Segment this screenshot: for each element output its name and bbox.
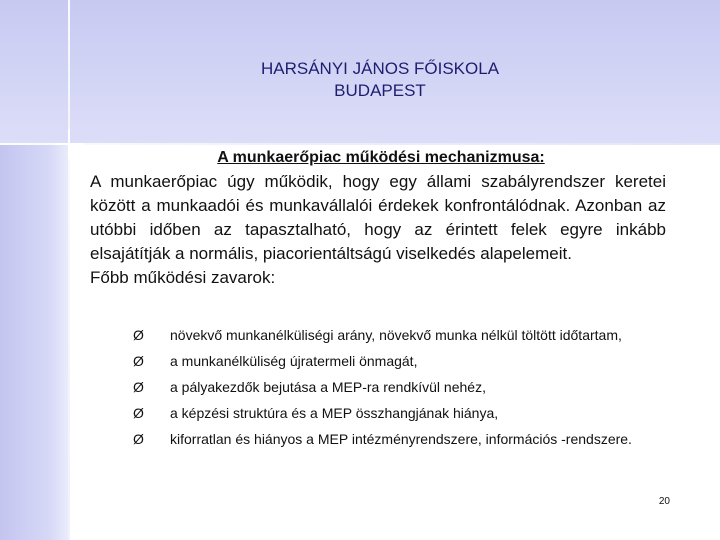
arrow-bullet-icon: Ø	[133, 327, 144, 343]
sparkle-icon	[54, 129, 84, 159]
list-item	[133, 377, 673, 398]
vertical-decor-line	[68, 0, 70, 540]
arrow-bullet-icon: Ø	[133, 405, 144, 421]
list-item	[133, 325, 673, 346]
list-item-text: a képzési struktúra és a MEP összhangjának hiánya,	[170, 405, 499, 421]
page-number: 20	[658, 496, 670, 507]
horizontal-decor-line	[0, 143, 720, 145]
list-intro: Főbb működési zavarok:	[90, 268, 276, 287]
slide-header	[200, 58, 560, 102]
list-item-text: a pályakezdők bejutása a MEP-ra rendkívül nehéz,	[170, 379, 486, 395]
list-item	[133, 351, 673, 372]
bullet-list	[133, 325, 673, 455]
list-item-text: a munkanélküliség újratermeli önmagát,	[170, 353, 418, 369]
list-item-text: kiforratlan és hiányos a MEP intézményrendszere, információs -rendszere.	[170, 431, 632, 447]
body-paragraph	[90, 170, 666, 290]
left-background-band	[0, 145, 70, 540]
list-item	[133, 429, 673, 450]
paragraph-text: A munkaerőpiac úgy működik, hogy egy állami szabályrendszer keretei között a munkaadói és munkavállalói érdekek konfrontálódnak. Azonban az utóbbi időben az tapasztalható, hogy az érintett felek egyre inkább elsajátítják a normális, piacorientáltságú viselkedés alapelemeit.	[90, 172, 666, 263]
list-item	[133, 403, 673, 424]
slide-subtitle: A munkaerőpiac működési mechanizmusa:	[217, 149, 545, 166]
arrow-bullet-icon: Ø	[133, 379, 144, 395]
institution-city: BUDAPEST	[334, 81, 426, 100]
arrow-bullet-icon: Ø	[133, 431, 144, 447]
institution-name: HARSÁNYI JÁNOS FŐISKOLA	[260, 59, 500, 78]
arrow-bullet-icon: Ø	[133, 353, 144, 369]
list-item-text: növekvő munkanélküliségi arány, növekvő munka nélkül töltött időtartam,	[170, 327, 622, 343]
